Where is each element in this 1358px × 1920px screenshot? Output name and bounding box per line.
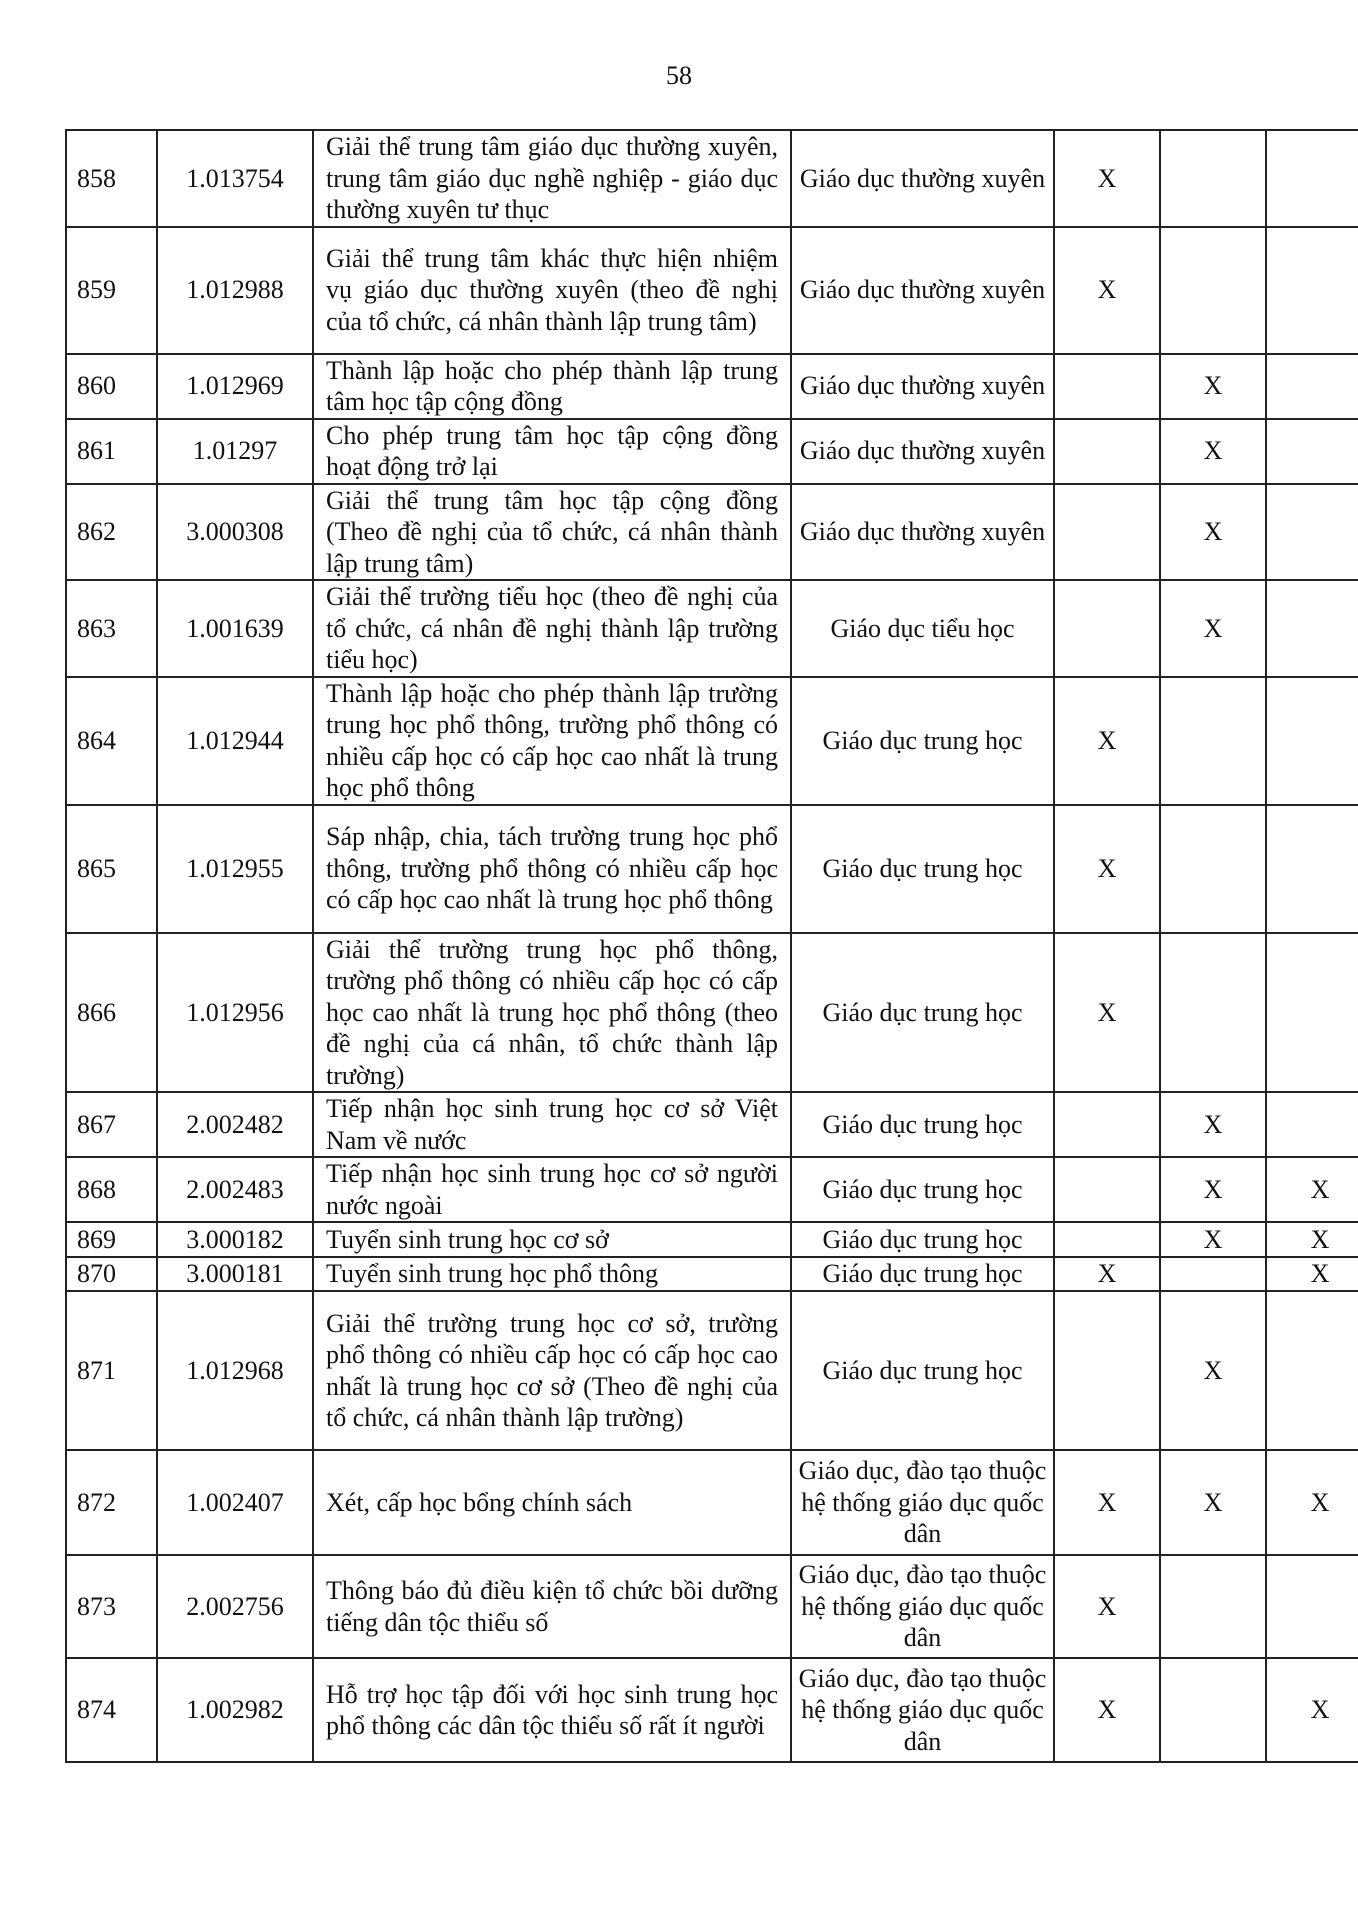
row-number: 867 (66, 1092, 157, 1157)
mark-column-a (1054, 354, 1160, 419)
procedure-code: 1.001639 (157, 580, 313, 677)
table-row (66, 130, 1358, 227)
mark-column-b: X (1160, 484, 1266, 581)
mark-column-a: X (1054, 130, 1160, 227)
table-row (66, 805, 1358, 933)
row-number: 864 (66, 677, 157, 805)
procedures-table-body (66, 130, 1358, 1762)
row-number: 874 (66, 1658, 157, 1762)
mark-column-b: X (1160, 1222, 1266, 1257)
procedure-code: 1.012969 (157, 354, 313, 419)
mark-column-c (1266, 227, 1358, 354)
mark-column-c: X (1266, 1658, 1358, 1762)
mark-column-a: X (1054, 805, 1160, 933)
row-number: 873 (66, 1555, 157, 1658)
procedure-code: 1.01297 (157, 419, 313, 484)
procedure-name: Giải thể trường trung học phổ thông, trường phổ thông có nhiều cấp học có cấp học cao nhất là trung học phổ thông (theo đề nghị của cá nhân, tổ chức thành lập trường) (313, 933, 791, 1093)
mark-column-c (1266, 354, 1358, 419)
mark-column-b: X (1160, 1092, 1266, 1157)
procedure-field: Giáo dục trung học (791, 933, 1054, 1093)
mark-column-b (1160, 227, 1266, 354)
procedure-field: Giáo dục trung học (791, 1222, 1054, 1257)
row-number: 860 (66, 354, 157, 419)
table-row (66, 1658, 1358, 1762)
mark-column-b: X (1160, 354, 1266, 419)
row-number: 862 (66, 484, 157, 581)
table-row (66, 1092, 1358, 1157)
mark-column-a: X (1054, 1450, 1160, 1555)
procedure-name: Giải thể trung tâm khác thực hiện nhiệm vụ giáo dục thường xuyên (theo đề nghị của tổ chức, cá nhân thành lập trung tâm) (313, 227, 791, 354)
mark-column-c: X (1266, 1157, 1358, 1222)
procedure-field: Giáo dục thường xuyên (791, 484, 1054, 581)
mark-column-a: X (1054, 227, 1160, 354)
procedure-name: Hỗ trợ học tập đối với học sinh trung học phổ thông các dân tộc thiểu số rất ít người (313, 1658, 791, 1762)
mark-column-a: X (1054, 933, 1160, 1093)
procedure-code: 1.012968 (157, 1291, 313, 1450)
mark-column-a (1054, 1157, 1160, 1222)
procedure-name: Tuyển sinh trung học phổ thông (313, 1257, 791, 1291)
mark-column-c: X (1266, 1257, 1358, 1291)
procedure-code: 1.012955 (157, 805, 313, 933)
mark-column-a (1054, 1291, 1160, 1450)
mark-column-b: X (1160, 1157, 1266, 1222)
mark-column-b (1160, 805, 1266, 933)
procedure-name: Giải thể trường trung học cơ sở, trường phổ thông có nhiều cấp học có cấp học cao nhất là trung học cơ sở (Theo đề nghị của tổ chức, cá nhân thành lập trường) (313, 1291, 791, 1450)
table-row (66, 1157, 1358, 1222)
procedure-name: Tiếp nhận học sinh trung học cơ sở người nước ngoài (313, 1157, 791, 1222)
mark-column-c (1266, 805, 1358, 933)
mark-column-c (1266, 130, 1358, 227)
procedure-code: 2.002482 (157, 1092, 313, 1157)
procedure-code: 3.000182 (157, 1222, 313, 1257)
row-number: 869 (66, 1222, 157, 1257)
table-row (66, 677, 1358, 805)
table-row (66, 227, 1358, 354)
table-row (66, 1222, 1358, 1257)
procedure-code: 1.002982 (157, 1658, 313, 1762)
procedure-field: Giáo dục trung học (791, 677, 1054, 805)
procedure-name: Giải thể trung tâm học tập cộng đồng (Theo đề nghị của tổ chức, cá nhân thành lập trung tâm) (313, 484, 791, 581)
table-row (66, 354, 1358, 419)
procedure-name: Giải thể trường tiểu học (theo đề nghị của tổ chức, cá nhân đề nghị thành lập trường tiểu học) (313, 580, 791, 677)
mark-column-c (1266, 677, 1358, 805)
row-number: 866 (66, 933, 157, 1093)
mark-column-a (1054, 419, 1160, 484)
page-number: 58 (666, 61, 692, 90)
mark-column-c (1266, 1291, 1358, 1450)
table-row (66, 1257, 1358, 1291)
table-row (66, 933, 1358, 1093)
procedure-code: 1.012988 (157, 227, 313, 354)
procedure-field: Giáo dục, đào tạo thuộc hệ thống giáo dục quốc dân (791, 1450, 1054, 1555)
table-row (66, 1450, 1358, 1555)
mark-column-b (1160, 1658, 1266, 1762)
mark-column-c (1266, 933, 1358, 1093)
procedure-code: 1.013754 (157, 130, 313, 227)
row-number: 870 (66, 1257, 157, 1291)
mark-column-a: X (1054, 1658, 1160, 1762)
mark-column-c (1266, 1555, 1358, 1658)
table-row (66, 484, 1358, 581)
row-number: 858 (66, 130, 157, 227)
row-number: 861 (66, 419, 157, 484)
procedure-code: 3.000181 (157, 1257, 313, 1291)
procedure-field: Giáo dục trung học (791, 805, 1054, 933)
row-number: 871 (66, 1291, 157, 1450)
procedure-field: Giáo dục trung học (791, 1291, 1054, 1450)
row-number: 865 (66, 805, 157, 933)
procedure-name: Xét, cấp học bổng chính sách (313, 1450, 791, 1555)
row-number: 863 (66, 580, 157, 677)
row-number: 872 (66, 1450, 157, 1555)
mark-column-b: X (1160, 1291, 1266, 1450)
procedure-field: Giáo dục, đào tạo thuộc hệ thống giáo dục quốc dân (791, 1658, 1054, 1762)
procedure-field: Giáo dục, đào tạo thuộc hệ thống giáo dục quốc dân (791, 1555, 1054, 1658)
mark-column-c (1266, 1092, 1358, 1157)
procedure-name: Tuyển sinh trung học cơ sở (313, 1222, 791, 1257)
mark-column-b (1160, 677, 1266, 805)
mark-column-b: X (1160, 580, 1266, 677)
mark-column-c (1266, 580, 1358, 677)
mark-column-a (1054, 1222, 1160, 1257)
procedure-code: 2.002756 (157, 1555, 313, 1658)
procedures-table (65, 129, 1358, 1763)
procedure-field: Giáo dục tiểu học (791, 580, 1054, 677)
table-row (66, 1555, 1358, 1658)
procedure-field: Giáo dục thường xuyên (791, 354, 1054, 419)
row-number: 859 (66, 227, 157, 354)
mark-column-b (1160, 130, 1266, 227)
procedure-name: Giải thể trung tâm giáo dục thường xuyên, trung tâm giáo dục nghề nghiệp - giáo dục thường xuyên tư thục (313, 130, 791, 227)
procedure-code: 1.002407 (157, 1450, 313, 1555)
mark-column-b: X (1160, 1450, 1266, 1555)
procedure-name: Thành lập hoặc cho phép thành lập trung tâm học tập cộng đồng (313, 354, 791, 419)
procedure-name: Thông báo đủ điều kiện tổ chức bồi dưỡng tiếng dân tộc thiểu số (313, 1555, 791, 1658)
procedure-code: 1.012956 (157, 933, 313, 1093)
procedure-name: Tiếp nhận học sinh trung học cơ sở Việt Nam về nước (313, 1092, 791, 1157)
procedure-field: Giáo dục trung học (791, 1257, 1054, 1291)
procedure-field: Giáo dục trung học (791, 1092, 1054, 1157)
procedure-field: Giáo dục trung học (791, 1157, 1054, 1222)
table-row (66, 1291, 1358, 1450)
mark-column-c: X (1266, 1450, 1358, 1555)
procedure-field: Giáo dục thường xuyên (791, 130, 1054, 227)
procedure-code: 2.002483 (157, 1157, 313, 1222)
mark-column-a (1054, 1092, 1160, 1157)
table-row (66, 580, 1358, 677)
mark-column-a: X (1054, 1555, 1160, 1658)
procedure-name: Cho phép trung tâm học tập cộng đồng hoạt động trở lại (313, 419, 791, 484)
mark-column-c (1266, 419, 1358, 484)
procedure-code: 3.000308 (157, 484, 313, 581)
mark-column-c: X (1266, 1222, 1358, 1257)
procedure-name: Thành lập hoặc cho phép thành lập trường trung học phổ thông, trường phổ thông có nhiều cấp học có cấp học cao nhất là trung học phổ thông (313, 677, 791, 805)
mark-column-a: X (1054, 677, 1160, 805)
procedure-name: Sáp nhập, chia, tách trường trung học phổ thông, trường phổ thông có nhiều cấp học có cấp học cao nhất là trung học phổ thông (313, 805, 791, 933)
mark-column-a (1054, 484, 1160, 581)
table-row (66, 419, 1358, 484)
mark-column-a: X (1054, 1257, 1160, 1291)
mark-column-c (1266, 484, 1358, 581)
mark-column-b (1160, 933, 1266, 1093)
mark-column-b (1160, 1257, 1266, 1291)
mark-column-a (1054, 580, 1160, 677)
mark-column-b: X (1160, 419, 1266, 484)
procedure-field: Giáo dục thường xuyên (791, 227, 1054, 354)
row-number: 868 (66, 1157, 157, 1222)
procedure-field: Giáo dục thường xuyên (791, 419, 1054, 484)
procedure-code: 1.012944 (157, 677, 313, 805)
mark-column-b (1160, 1555, 1266, 1658)
